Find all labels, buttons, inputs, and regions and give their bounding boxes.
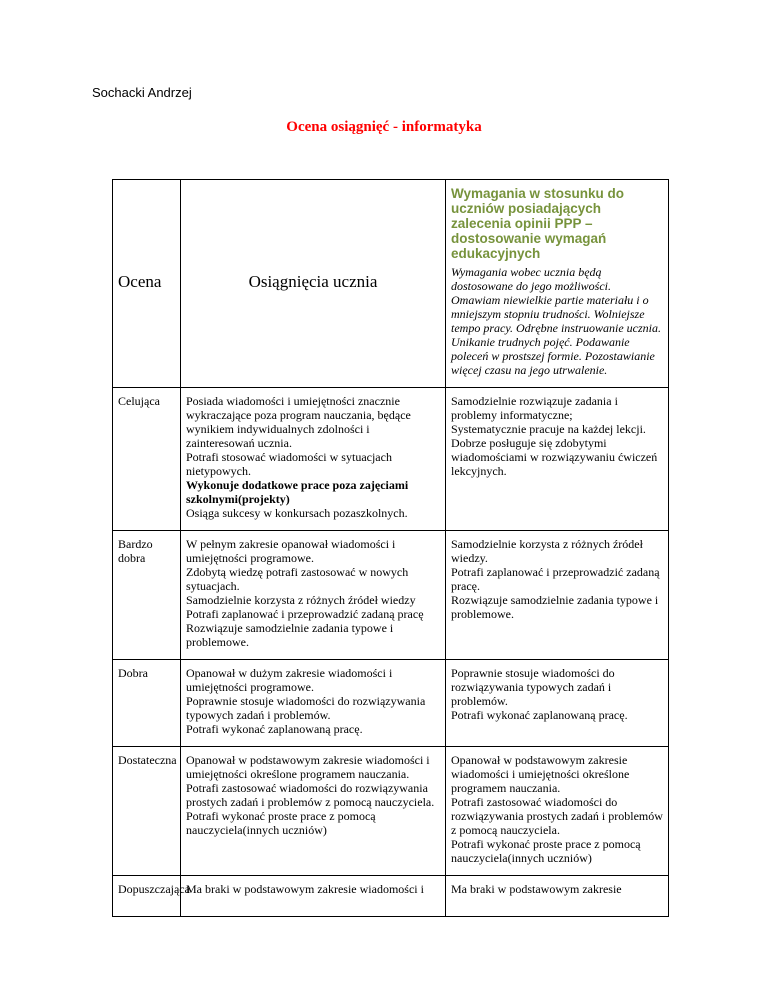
document-title: Ocena osiągnięć - informatyka [286,119,482,135]
requirements-cell [446,660,669,747]
achievement-line: Opanował w dużym zakresie wiadomości i umiejętności programowe. [186,666,393,694]
achievement-line-bold: Wykonuje dodatkowe prace poza zajęciami szkolnymi(projekty) [186,478,409,506]
requirements-cell [446,876,669,917]
grade-cell [113,388,181,531]
achievement-line: Posiada wiadomości i umiejętności znacznie wykraczające poza program nauczania, będące wynikiem indywidualnych zdolności i zainteresowań ucznia. [186,394,411,450]
requirements-cell [446,531,669,660]
grade-cell [113,531,181,660]
requirements-cell [446,388,669,531]
grade-cell [113,660,181,747]
grade-cell [113,747,181,876]
achievement-line: Potrafi wykonać proste prace z pomocą nauczyciela(innych uczniów) [186,809,376,837]
requirement-line: Ma braki w podstawowym zakresie [451,882,622,896]
table-header-row [113,180,669,388]
achievement-line: Osiąga sukcesy w konkursach pozaszkolnych. [186,506,408,520]
achievement-line: Ma braki w podstawowym zakresie wiadomości i [186,882,424,896]
achievement-line: Potrafi zaplanować i przeprowadzić zadaną pracę [186,607,424,621]
header-ocena: Ocena [118,271,162,291]
header-cell-osiagniecia [181,180,446,388]
requirement-line: Potrafi zaplanować i przeprowadzić zadaną pracę. [451,565,660,593]
grade-label: Dobra [118,666,148,680]
achievement-line: Samodzielnie korzysta z różnych źródeł wiedzy [186,593,416,607]
achievement-line: Potrafi wykonać zaplanowaną pracę. [186,722,363,736]
requirements-cell [446,747,669,876]
requirement-line: Rozwiązuje samodzielnie zadania typowe i problemowe. [451,593,659,621]
requirement-line: Potrafi wykonać zaplanowaną pracę. [451,708,628,722]
requirement-line: Dobrze posługuje się zdobytymi wiadomościami w rozwiązywaniu ćwiczeń lekcyjnych. [451,436,658,478]
requirement-line: Systematycznie pracuje na każdej lekcji. [451,422,646,436]
author-name: Sochacki Andrzej [92,85,192,100]
table-row [113,876,669,917]
grade-label: Bardzo dobra [118,537,153,565]
achievement-line: Zdobytą wiedzę potrafi zastosować w nowych sytuacjach. [186,565,409,593]
header-cell-wymagania [446,180,669,388]
requirement-line: Samodzielnie korzysta z różnych źródeł wiedzy. [451,537,643,565]
header-cell-ocena [113,180,181,388]
requirement-line: Poprawnie stosuje wiadomości do rozwiązywania typowych zadań i problemów. [451,666,615,708]
requirement-line: Samodzielnie rozwiązuje zadania i problemy informatyczne; [451,394,618,422]
achievements-cell [181,660,446,747]
achievement-line: Rozwiązuje samodzielnie zadania typowe i problemowe. [186,621,394,649]
table-row [113,747,669,876]
table-row [113,531,669,660]
requirement-line: Potrafi wykonać proste prace z pomocą nauczyciela(innych uczniów) [451,837,641,865]
achievements-cell [181,747,446,876]
achievement-line: Opanował w podstawowym zakresie wiadomości i umiejętności określone programem nauczania. [186,753,430,781]
grade-label: Dostateczna [118,753,177,767]
requirement-line: Potrafi zastosować wiadomości do rozwiązywania prostych zadań i problemów z pomocą nauczyciela. [451,795,663,837]
achievement-line: W pełnym zakresie opanował wiadomości i umiejętności programowe. [186,537,396,565]
grade-label: Dopuszczająca [118,882,190,896]
table-row [113,388,669,531]
header-wymagania-title: Wymagania w stosunku do uczniów posiadających zalecenia opinii PPP – dostosowanie wymagań edukacyjnych [451,186,625,261]
requirement-line: Opanował w podstawowym zakresie wiadomości i umiejętności określone programem nauczania. [451,753,630,795]
achievements-cell [181,876,446,917]
grade-cell [113,876,190,917]
achievement-line: Potrafi stosować wiadomości w sytuacjach nietypowych. [186,450,392,478]
achievement-line: Poprawnie stosuje wiadomości do rozwiązywania typowych zadań i problemów. [186,694,426,722]
table-row [113,660,669,747]
achievement-line: Potrafi zastosować wiadomości do rozwiązywania prostych zadań i problemów z pomocą nauczyciela. [186,781,435,809]
header-wymagania-note: Wymagania wobec ucznia będą dostosowane do jego możliwości. Omawiam niewielkie partie materiału i o mniejszym stopniu trudności. Wolniejsze tempo pracy. Odrębne instruowanie ucznia. Unikanie trudnych pojęć. Podawanie poleceń w prostszej formie. Pozostawianie więcej czasu na jego utrwalenie. [451,265,661,377]
header-osiagniecia: Osiągnięcia ucznia [248,271,378,291]
grades-table [112,179,669,917]
achievements-cell [181,388,446,531]
achievements-cell [181,531,446,660]
grade-label: Celująca [118,394,160,408]
